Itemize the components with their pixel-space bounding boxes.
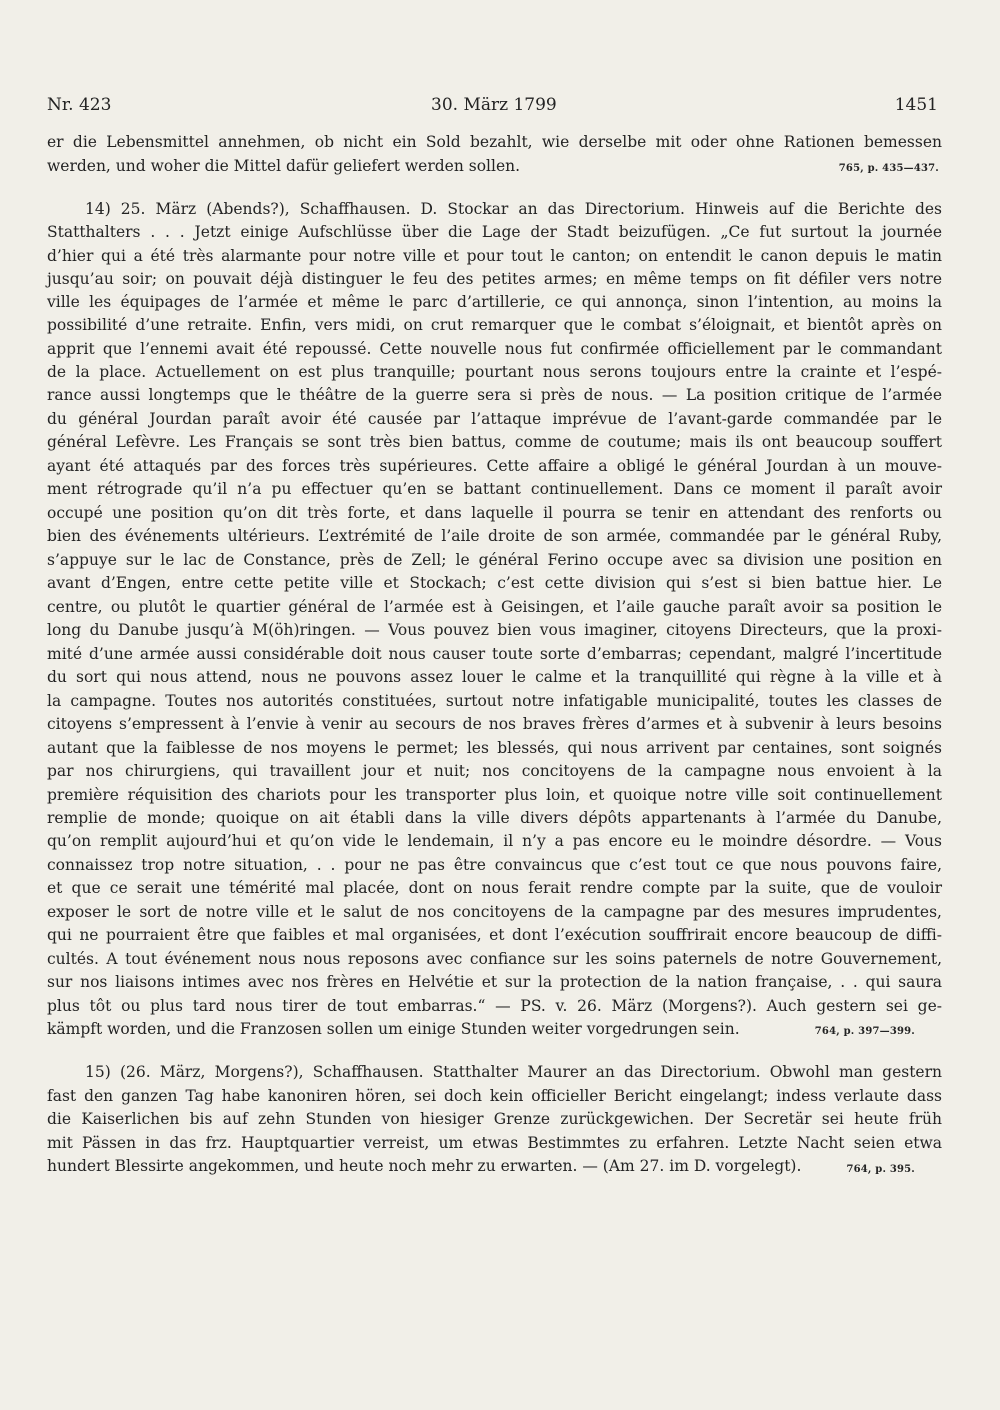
document-number: Nr. 423 [47,95,112,115]
entry-14-line: 14) 25. März (Abends?), Schaffhausen. D. Stockar an das Directorium. Hinweis auf die Berichte des [85,200,942,218]
entry-14-line: rance aussi longtemps que le théâtre de la guerre sera si près de nous. — La position critique de l’armée [47,386,942,404]
entry-14-line: première réquisition des chariots pour les transporter plus loin, et quoique notre ville soit continuellement [47,786,942,804]
entry-15-line: mit Pässen in das frz. Hauptquartier verreist, um etwas Bestimmtes zu erfahren. Letzte Nacht seien etwa [47,1134,942,1152]
entry-14-line: avant d’Engen, entre cette petite ville et Stockach; c’est cette division qui s’est si bien battue hier. Le [47,574,942,592]
entry-14-line: du général Jourdan paraît avoir été causée par l’attaque imprévue de l’avant-garde commandée par le [47,410,942,428]
entry-14-line: autant que la faiblesse de nos moyens le permet; les blessés, qui nous arrivent par centaines, sont soignés [47,739,942,757]
entry-14-line: exposer le sort de notre ville et le salut de nos concitoyens de la campagne par des mesures imprudentes, [47,903,942,921]
page-number: 1451 [894,95,938,115]
entry-14-line: ville les équipages de l’armée et même le parc d’artillerie, ce qui annonça, sinon l’intention, au moins la [47,293,942,311]
entry-14-ref: 764, p. 397—399. [814,1026,915,1037]
entry-14-line: cultés. A tout événement nous nous reposons avec confiance sur les soins paternels de notre Gouvernement, [47,950,942,968]
entry-14-line: mité d’une armée aussi considérable doit nous causer toute sorte d’embarras; cependant, malgré l’incertitude [47,645,942,663]
entry-14-line: du sort qui nous attend, nous ne pouvons assez louer le calme et la tranquillité qui règne à la ville et à [47,668,942,686]
entry-14-line: sur nos liaisons intimes avec nos frères en Helvétie et sur la protection de la nation française, . . qui saura [47,973,942,991]
entry-14-line: par nos chirurgiens, qui travaillent jour et nuit; nos concitoyens de la campagne nous envoient à la [47,762,942,780]
intro-line: er die Lebensmittel annehmen, ob nicht ein Sold bezahlt, wie derselbe mit oder ohne Rationen bemessen [47,133,942,151]
entry-14-line: s’appuye sur le lac de Constance, près de Zell; le général Ferino occupe avec sa division une position en [47,551,942,569]
entry-15-line: hundert Blessirte angekommen, und heute noch mehr zu erwarten. — (Am 27. im D. vorgelegt). [47,1157,802,1175]
entry-14-line: kämpft worden, und die Franzosen sollen um einige Stunden weiter vorgedrungen sein. [47,1020,740,1038]
source-reference [833,156,939,175]
entry-14-line: citoyens s’empressent à l’envie à venir au secours de nos braves frères d’armes et à subvenir à leurs besoins [47,715,942,733]
entry-14-line: long du Danube jusqu’à M(öh)ringen. — Vous pouvez bien vous imaginer, citoyens Directeurs, que la proxi- [47,621,942,639]
entry-14-line: la campagne. Toutes nos autorités constituées, surtout notre infatigable municipalité, toutes les classes de [47,692,942,710]
entry-14-line: connaissez trop notre situation, . . pour ne pas être convaincus que c’est tout ce que nous pouvons faire, [47,856,942,874]
document-date: 30. März 1799 [431,95,557,115]
entry-15-line: fast den ganzen Tag habe kanoniren hören, sei doch kein officieller Bericht eingelangt; indess verlaute dass [47,1087,942,1105]
entry-15-line: die Kaiserlichen bis auf zehn Stunden von hiesiger Grenze zurückgewichen. Der Secretär sei heute früh [47,1110,942,1128]
entry-14-line: et que ce serait une témérité mal placée, dont on nous ferait rendre compte par la suite, que de vouloir [47,879,942,897]
entry-14-line: occupé une position qu’on dit très forte, et dans laquelle il pourra se tenir en attendant des renforts ou [47,504,942,522]
entry-15-ref: 764, p. 395. [846,1164,915,1175]
intro-line: werden, und woher die Mittel dafür geliefert werden sollen. [47,157,521,175]
entry-14-line: possibilité d’une retraite. Enfin, vers midi, on crut remarquer que le combat s’éloignait, et bientôt après on [47,316,942,334]
entry-14-line: ayant été attaqués par des forces très supérieures. Cette affaire a obligé le général Jourdan à un mouve- [47,457,942,475]
entry-14-line: d’hier qui a été très alarmante pour notre ville et pour tout le canton; on entendit le canon depuis le matin [47,247,942,265]
entry-14-line: de la place. Actuellement on est plus tranquille; pourtant nous serons toujours entre la crainte et l’espé- [47,363,942,381]
intro-ref: 765, p. 435—437. [838,163,939,174]
entry-14-line: centre, ou plutôt le quartier général de l’armée est à Geisingen, et l’aile gauche paraît avoir sa position le [47,598,942,616]
entry-14-line: ment rétrograde qu’il n’a pu effectuer qu’en se battant continuellement. Dans ce moment il paraît avoir [47,480,942,498]
source-reference [809,1019,915,1038]
entry-14-line: plus tôt ou plus tard nous tirer de tout embarras.“ — PS. v. 26. März (Morgens?). Auch gestern sei ge- [47,997,942,1015]
entry-15-line: 15) (26. März, Morgens?), Schaffhausen. Statthalter Maurer an das Directorium. Obwohl man gestern [85,1063,942,1081]
entry-14-line: général Lefèvre. Les Français se sont très bien battus, comme de coutume; mais ils ont beaucoup souffert [47,433,942,451]
entry-14-line: jusqu’au soir; on pouvait déjà distinguer le feu des petites armes; en même temps on fit défiler vers notre [47,270,942,288]
entry-14-line: bien des événements ultérieurs. L’extrémité de l’aile droite de son armée, commandée par le général Ruby, [47,527,942,545]
page-header [47,92,938,118]
entry-14-line: Statthalters . . . Jetzt einige Aufschlüsse über die Lage der Stadt beizufügen. „Ce fut surtout la journée [47,223,942,241]
entry-14-line: apprit que l’ennemi avait été repoussé. Cette nouvelle nous fut confirmée officiellement par le commandant [47,340,942,358]
entry-14-line: qu’on remplit aujourd’hui et qu’on vide le lendemain, il n’y a pas encore eu le moindre désordre. — Vous [47,832,942,850]
entry-14-line: remplie de monde; quoique on ait établi dans la ville divers dépôts appartenants à l’armée du Danube, [47,809,942,827]
source-reference [840,1157,915,1176]
entry-14-line: qui ne pourraient être que faibles et mal organisées, et dont l’exécution souffrirait encore beaucoup de diffi- [47,926,942,944]
